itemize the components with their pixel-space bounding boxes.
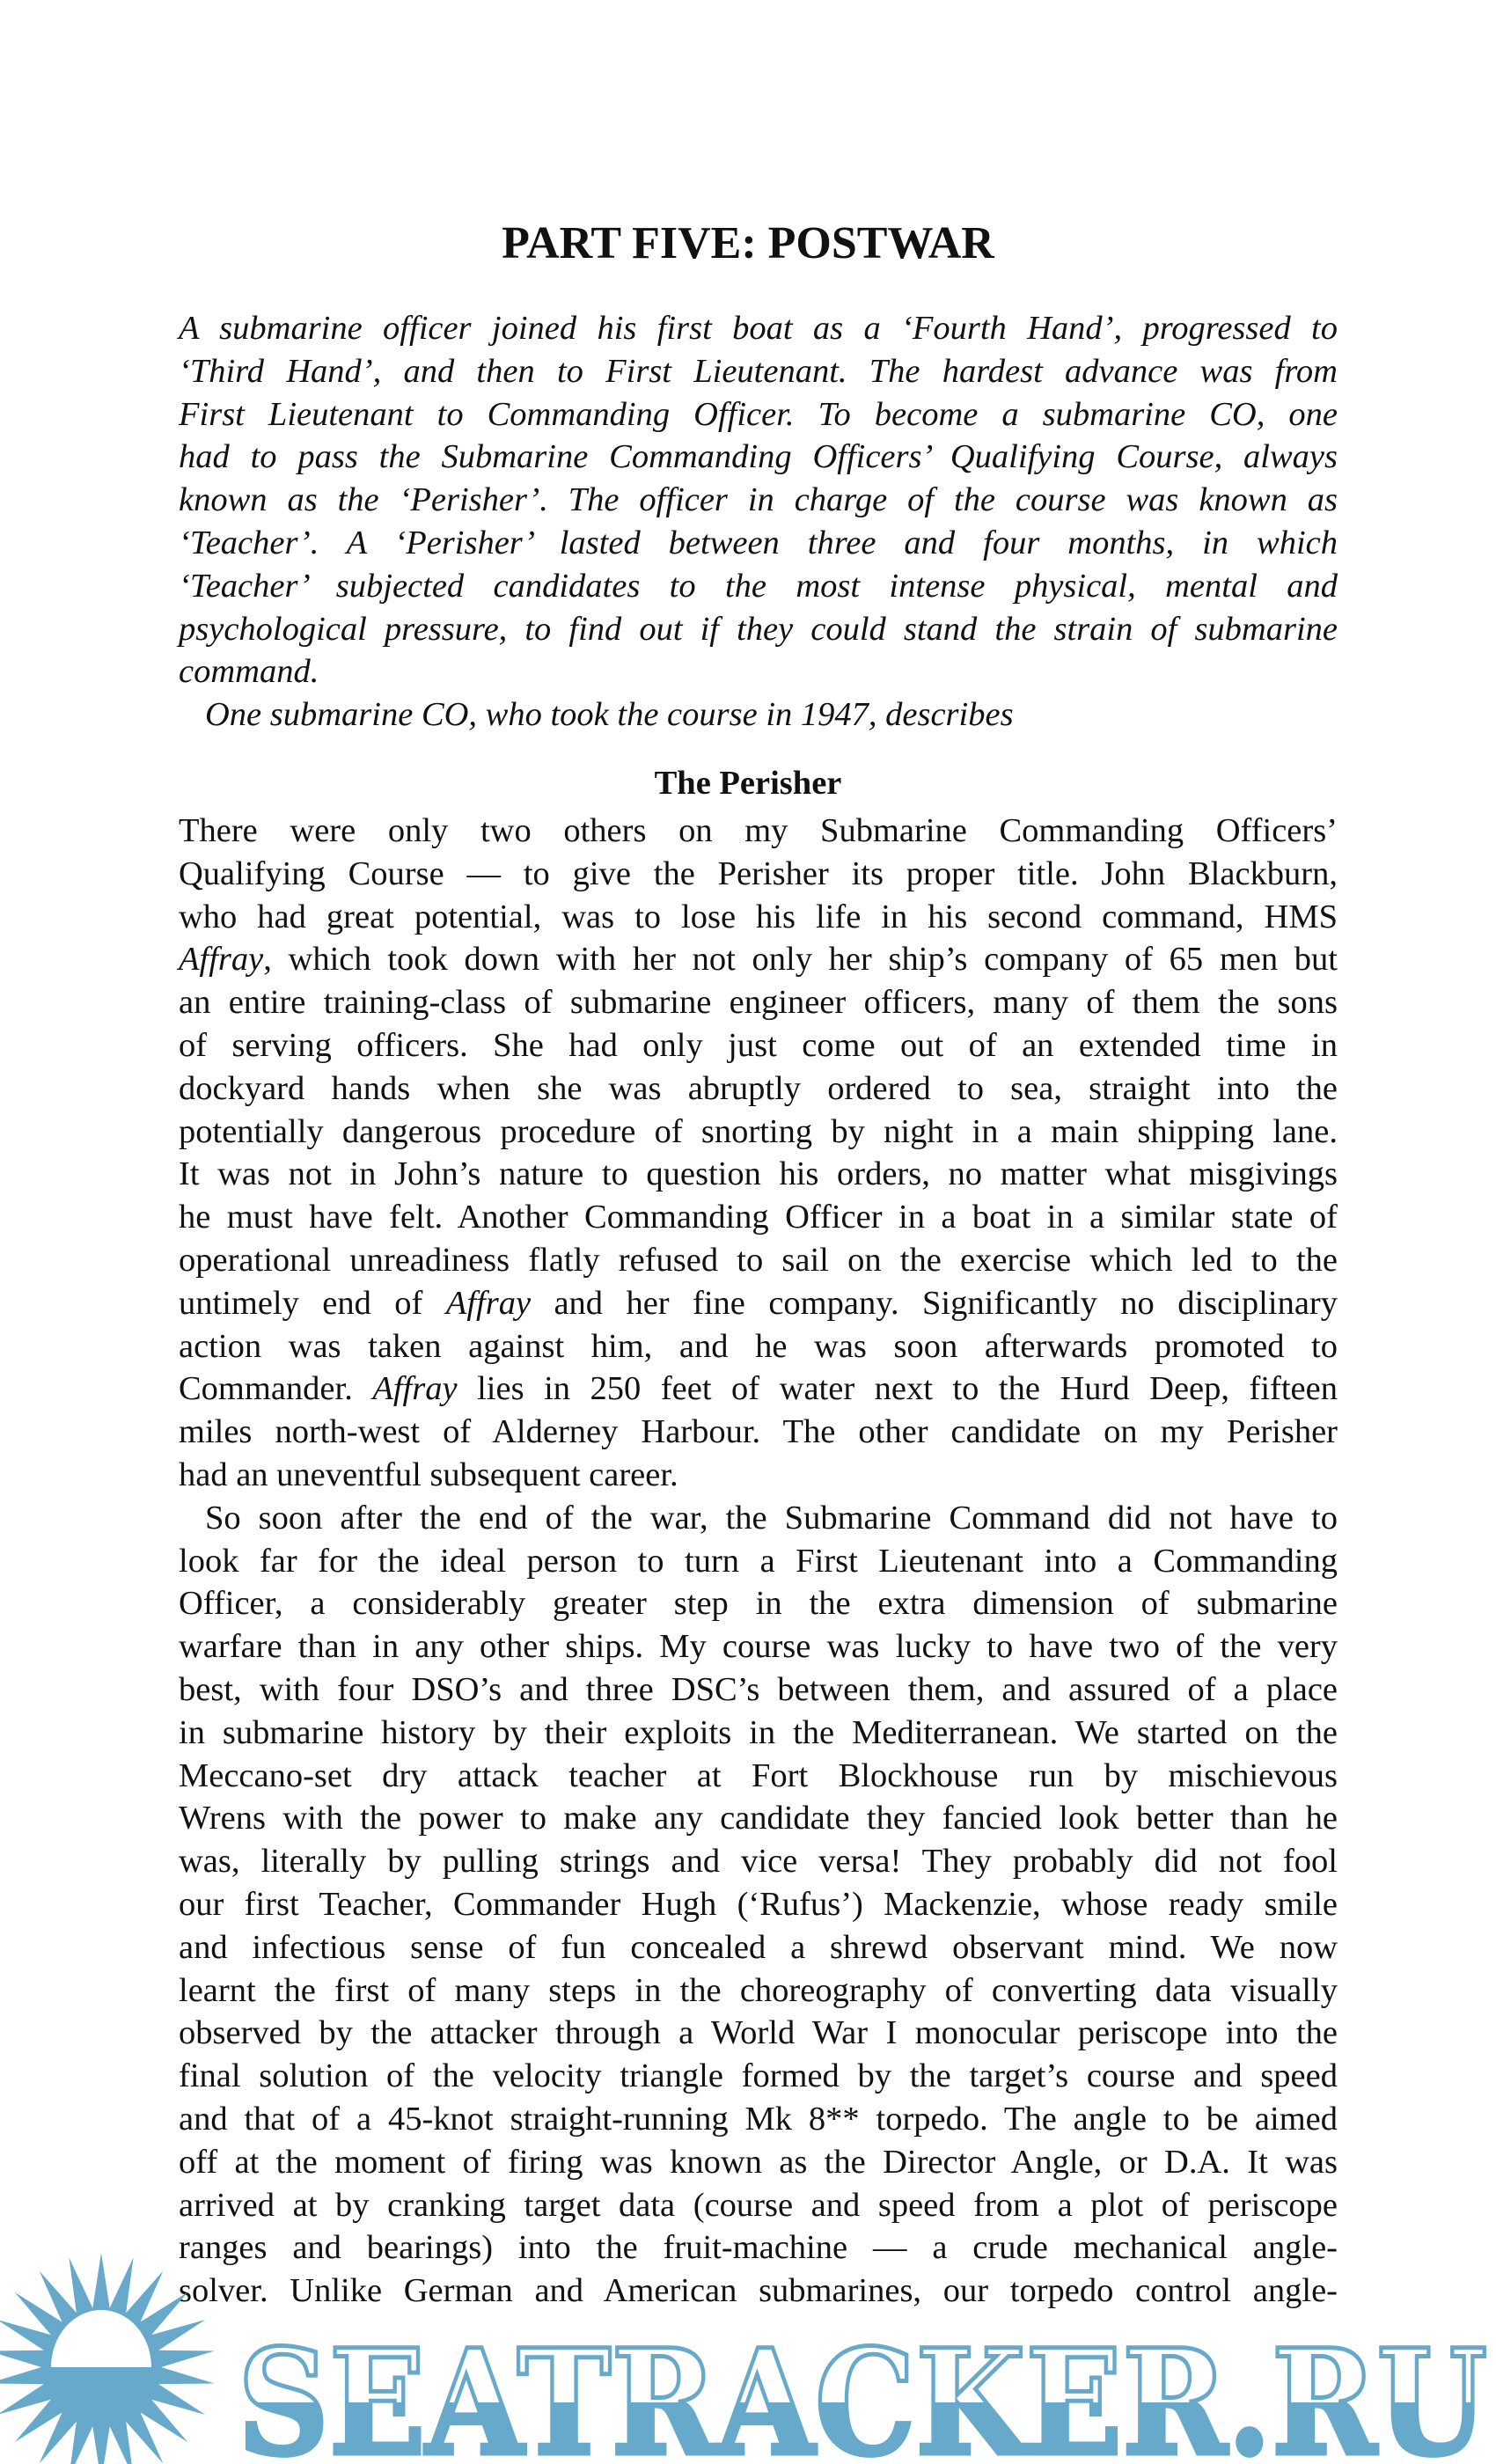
text-line: [179, 1325, 1338, 1368]
text-segment: Meccano-set dry attack teacher at Fort Blockhouse run by mischievous: [179, 1756, 1338, 1794]
text-segment: Wrens with the power to make any candidate they fancied look better than he: [179, 1800, 1338, 1837]
text-segment: operational unreadiness flatly refused to sail on the exercise which led to the: [179, 1241, 1338, 1279]
text-line: [179, 307, 1338, 350]
text-line: [179, 1024, 1338, 1067]
text-line: [179, 853, 1338, 896]
text-line: [179, 1883, 1338, 1926]
text-line: [179, 436, 1338, 479]
watermark-text: SEATRACKER.RU: [238, 2317, 1487, 2464]
text-segment: off at the moment of firing was known as the Director Angle, or D.A. It was: [179, 2143, 1338, 2181]
text-line: [179, 2012, 1338, 2055]
text-line: [179, 1755, 1338, 1798]
text-segment: miles north-west of Alderney Harbour. The other candidate on my Perisher: [179, 1413, 1338, 1451]
text-line: [179, 1797, 1338, 1840]
text-line: [179, 1282, 1338, 1325]
seatracker-watermark-logo: [0, 2253, 1496, 2464]
text-segment: There were only two others on my Submarine Commanding Officers’: [179, 812, 1338, 849]
text-segment: ranges and bearings) into the fruit-machine — a crude mechanical angle-: [179, 2229, 1338, 2267]
text-line: [179, 1712, 1338, 1755]
text-line: [179, 1668, 1338, 1712]
text-segment: action was taken against him, and he was soon afterwards promoted to: [179, 1327, 1338, 1365]
text-line: [179, 1196, 1338, 1239]
text-segment: dockyard hands when she was abruptly ordered to sea, straight into the: [179, 1069, 1338, 1107]
text-line: [179, 896, 1338, 939]
text-line: [179, 1153, 1338, 1196]
text-line: [179, 1625, 1338, 1668]
text-segment: ‘Third Hand’, and then to First Lieutenant. The hardest advance was from: [179, 352, 1338, 390]
text-segment: learnt the first of many steps in the choreography of converting data visually: [179, 1971, 1338, 2009]
text-line: [179, 565, 1338, 608]
text-segment: and infectious sense of fun concealed a shrewd observant mind. We now: [179, 1928, 1338, 1966]
text-segment: Commander.: [179, 1370, 373, 1408]
text-line: [179, 1454, 1338, 1497]
text-segment: best, with four DSO’s and three DSC’s between them, and assured of a place: [179, 1670, 1338, 1708]
text-segment: and that of a 45-knot straight-running Mk 8** torpedo. The angle to be aimed: [179, 2100, 1338, 2138]
text-segment: known as the ‘Perisher’. The officer in charge of the course was known as: [179, 481, 1338, 519]
text-line: [179, 522, 1338, 565]
ship-name: Affray: [372, 1370, 458, 1408]
text-line: [179, 1926, 1338, 1969]
text-line: [179, 1540, 1338, 1583]
text-segment: command.: [179, 653, 319, 691]
text-segment: observed by the attacker through a World War I monocular periscope into the: [179, 2014, 1338, 2052]
text-line: [179, 479, 1338, 522]
ship-name: Affray: [179, 941, 264, 979]
text-segment: who had great potential, was to lose his life in his second command, HMS: [179, 898, 1338, 935]
text-line: [179, 1239, 1338, 1282]
text-segment: he must have felt. Another Commanding Officer in a boat in a similar state of: [179, 1199, 1338, 1236]
text-segment: warfare than in any other ships. My course was lucky to have two of the very: [179, 1628, 1338, 1666]
text-segment: So soon after the end of the war, the Submarine Command did not have to: [205, 1499, 1338, 1536]
text-line: [179, 2098, 1338, 2141]
text-line: [179, 2141, 1338, 2184]
text-segment: solver. Unlike German and American submarines, our torpedo control angle-: [179, 2272, 1338, 2310]
text-line: [179, 650, 1338, 693]
text-segment: Qualifying Course — to give the Perisher its proper title. John Blackburn,: [179, 854, 1338, 892]
text-line: [179, 810, 1338, 853]
text-segment: and her fine company. Significantly no disciplinary: [531, 1284, 1338, 1322]
text-segment: untimely end of: [179, 1284, 446, 1322]
section-heading: The Perisher: [654, 765, 842, 802]
text-line: [179, 1368, 1338, 1411]
text-line: [179, 1497, 1338, 1540]
text-line: [179, 938, 1338, 981]
text-segment: look far for the ideal person to turn a First Lieutenant into a Commanding: [179, 1542, 1338, 1580]
text-segment: an entire training-class of submarine engineer officers, many of them the sons: [179, 984, 1338, 1022]
text-segment: of serving officers. She had only just come out of an extended time in: [179, 1026, 1338, 1064]
text-line: [179, 1969, 1338, 2013]
text-segment: our first Teacher, Commander Hugh (‘Rufus’) Mackenzie, whose ready smile: [179, 1885, 1338, 1923]
text-line: [179, 350, 1338, 393]
text-line: [179, 1067, 1338, 1111]
text-segment: , which took down with her not only her ship’s company of 65 men but: [263, 941, 1338, 979]
text-line: [179, 393, 1338, 436]
text-segment: was, literally by pulling strings and vice versa! They probably did not fool: [179, 1843, 1338, 1881]
text-segment: had to pass the Submarine Commanding Officers’ Qualifying Course, always: [179, 438, 1338, 476]
text-segment: It was not in John’s nature to question his orders, no matter what misgivings: [179, 1155, 1338, 1193]
text-line: [179, 1411, 1338, 1454]
text-line: [179, 1582, 1338, 1625]
text-line: [179, 608, 1338, 651]
chapter-title: PART FIVE: POSTWAR: [502, 218, 994, 268]
text-segment: potentially dangerous procedure of snorting by night in a main shipping lane.: [179, 1112, 1338, 1150]
text-line: [179, 1111, 1338, 1154]
text-segment: lies in 250 feet of water next to the Hurd Deep, fifteen: [457, 1370, 1338, 1408]
text-line: [179, 2184, 1338, 2227]
text-segment: ‘Teacher’ subjected candidates to the most intense physical, mental and: [179, 567, 1338, 605]
text-line: [179, 693, 1338, 737]
intro-italic-text: [179, 307, 1338, 737]
text-segment: psychological pressure, to find out if they could stand the strain of submarine: [179, 610, 1338, 648]
text-segment: One submarine CO, who took the course in 1947, describes: [205, 696, 1014, 734]
text-segment: ‘Teacher’. A ‘Perisher’ lasted between three and four months, in which: [179, 524, 1338, 561]
text-segment: had an uneventful subsequent career.: [179, 1456, 678, 1493]
text-segment: in submarine history by their exploits in the Mediterranean. We started on the: [179, 1713, 1338, 1751]
text-segment: arrived at by cranking target data (course and speed from a plot of periscope: [179, 2186, 1338, 2224]
text-segment: Officer, a considerably greater step in the extra dimension of submarine: [179, 1585, 1338, 1623]
ship-name: Affray: [445, 1284, 532, 1322]
text-segment: final solution of the velocity triangle formed by the target’s course and speed: [179, 2057, 1338, 2095]
body-text: [179, 810, 1338, 2313]
text-line: [179, 2055, 1338, 2098]
text-segment: A submarine officer joined his first boat as a ‘Fourth Hand’, progressed to: [179, 310, 1338, 347]
sun-icon: [0, 2253, 215, 2464]
text-segment: First Lieutenant to Commanding Officer. To become a submarine CO, one: [179, 395, 1338, 433]
text-line: [179, 981, 1338, 1024]
text-line: [179, 1840, 1338, 1883]
